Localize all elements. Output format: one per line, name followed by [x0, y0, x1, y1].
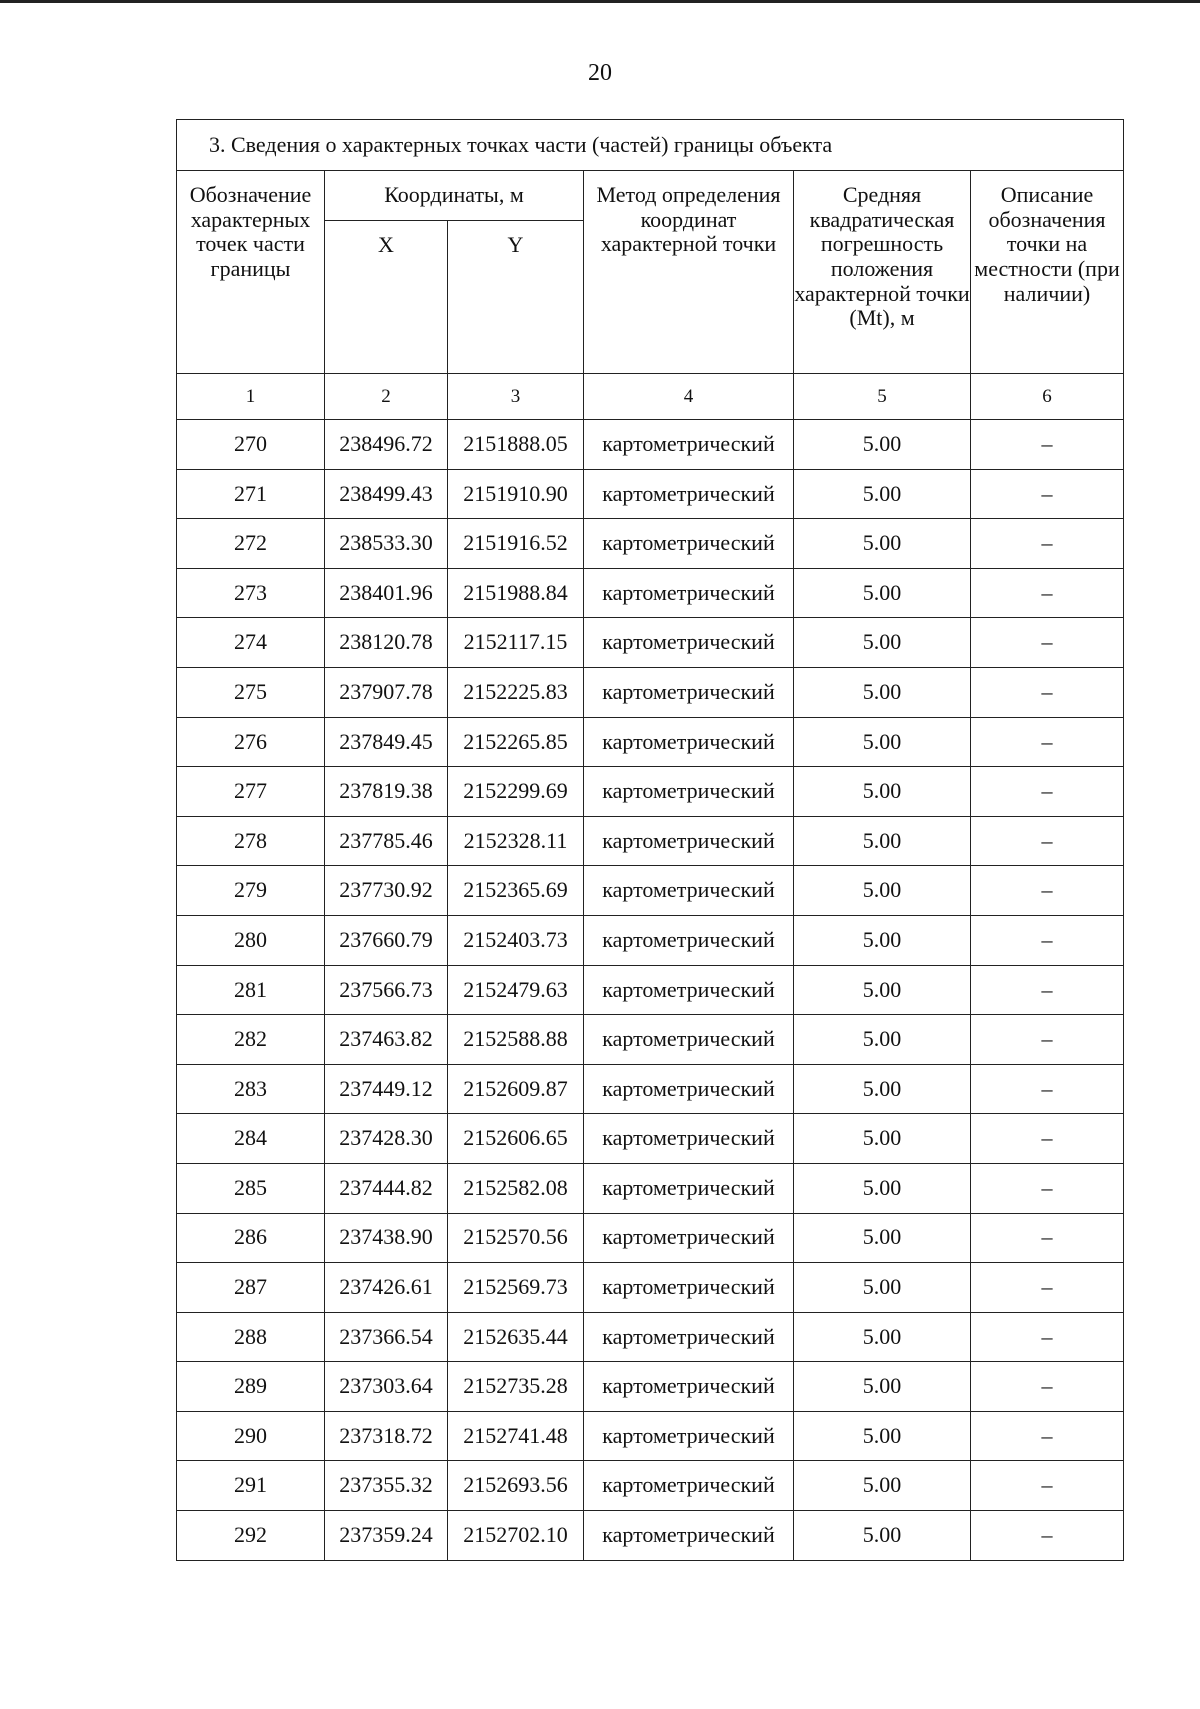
point-id-cell: 286 — [177, 1213, 325, 1263]
point-id-cell: 281 — [177, 965, 325, 1015]
point-id-cell: 280 — [177, 915, 325, 965]
y-coordinate-cell: 2152693.56 — [448, 1461, 584, 1511]
point-id-cell: 283 — [177, 1064, 325, 1114]
table-row — [177, 1114, 1124, 1164]
x-coordinate-cell: 238120.78 — [325, 618, 448, 668]
header-error: Средняя квадратическая погрешность положения характерной точки (Mt), м — [794, 171, 971, 374]
header-description: Описание обозначения точки на местности (при наличии) — [971, 171, 1124, 374]
y-coordinate-cell: 2152117.15 — [448, 618, 584, 668]
section-title-row — [177, 120, 1124, 171]
x-coordinate-cell: 237426.61 — [325, 1263, 448, 1313]
y-coordinate-cell: 2151910.90 — [448, 469, 584, 519]
point-id-cell: 288 — [177, 1312, 325, 1362]
y-coordinate-cell: 2152741.48 — [448, 1411, 584, 1461]
description-cell: – — [971, 816, 1124, 866]
method-cell: картометрический — [584, 1163, 794, 1213]
point-id-cell: 287 — [177, 1263, 325, 1313]
description-cell: – — [971, 965, 1124, 1015]
x-coordinate-cell: 237463.82 — [325, 1015, 448, 1065]
header-row — [177, 171, 1124, 221]
method-cell: картометрический — [584, 965, 794, 1015]
table-row — [177, 618, 1124, 668]
x-coordinate-cell: 237660.79 — [325, 915, 448, 965]
table-row — [177, 1461, 1124, 1511]
column-number: 4 — [584, 374, 794, 420]
table-row — [177, 1213, 1124, 1263]
point-id-cell: 290 — [177, 1411, 325, 1461]
point-id-cell: 284 — [177, 1114, 325, 1164]
top-scan-edge — [0, 0, 1200, 3]
error-cell: 5.00 — [794, 1163, 971, 1213]
column-number: 1 — [177, 374, 325, 420]
table-row — [177, 519, 1124, 569]
x-coordinate-cell: 237907.78 — [325, 667, 448, 717]
error-cell: 5.00 — [794, 1263, 971, 1313]
method-cell: картометрический — [584, 767, 794, 817]
method-cell: картометрический — [584, 618, 794, 668]
table-row — [177, 1263, 1124, 1313]
x-coordinate-cell: 237785.46 — [325, 816, 448, 866]
y-coordinate-cell: 2151916.52 — [448, 519, 584, 569]
error-cell: 5.00 — [794, 1461, 971, 1511]
table-row — [177, 1163, 1124, 1213]
table-row — [177, 1064, 1124, 1114]
description-cell: – — [971, 1064, 1124, 1114]
column-number: 3 — [448, 374, 584, 420]
x-coordinate-cell: 238496.72 — [325, 420, 448, 470]
y-coordinate-cell: 2152328.11 — [448, 816, 584, 866]
column-number: 6 — [971, 374, 1124, 420]
table-row — [177, 469, 1124, 519]
description-cell: – — [971, 1015, 1124, 1065]
x-coordinate-cell: 237730.92 — [325, 866, 448, 916]
x-coordinate-cell: 237428.30 — [325, 1114, 448, 1164]
description-cell: – — [971, 420, 1124, 470]
point-id-cell: 276 — [177, 717, 325, 767]
description-cell: – — [971, 1263, 1124, 1313]
point-id-cell: 282 — [177, 1015, 325, 1065]
table-row — [177, 667, 1124, 717]
table-row — [177, 420, 1124, 470]
error-cell: 5.00 — [794, 618, 971, 668]
method-cell: картометрический — [584, 915, 794, 965]
table-row — [177, 1015, 1124, 1065]
y-coordinate-cell: 2152225.83 — [448, 667, 584, 717]
point-id-cell: 291 — [177, 1461, 325, 1511]
error-cell: 5.00 — [794, 1312, 971, 1362]
column-number-row — [177, 374, 1124, 420]
x-coordinate-cell: 238499.43 — [325, 469, 448, 519]
description-cell: – — [971, 1312, 1124, 1362]
table-row — [177, 1362, 1124, 1412]
point-id-cell: 272 — [177, 519, 325, 569]
point-id-cell: 279 — [177, 866, 325, 916]
x-coordinate-cell: 237566.73 — [325, 965, 448, 1015]
table-row — [177, 568, 1124, 618]
method-cell: картометрический — [584, 717, 794, 767]
error-cell: 5.00 — [794, 767, 971, 817]
description-cell: – — [971, 866, 1124, 916]
y-coordinate-cell: 2152609.87 — [448, 1064, 584, 1114]
error-cell: 5.00 — [794, 1511, 971, 1561]
y-coordinate-cell: 2152635.44 — [448, 1312, 584, 1362]
error-cell: 5.00 — [794, 519, 971, 569]
error-cell: 5.00 — [794, 717, 971, 767]
error-cell: 5.00 — [794, 1213, 971, 1263]
table-row — [177, 1511, 1124, 1561]
error-cell: 5.00 — [794, 469, 971, 519]
point-id-cell: 274 — [177, 618, 325, 668]
method-cell: картометрический — [584, 1213, 794, 1263]
y-coordinate-cell: 2152403.73 — [448, 915, 584, 965]
y-coordinate-cell: 2152606.65 — [448, 1114, 584, 1164]
method-cell: картометрический — [584, 667, 794, 717]
description-cell: – — [971, 568, 1124, 618]
method-cell: картометрический — [584, 1064, 794, 1114]
column-number: 5 — [794, 374, 971, 420]
description-cell: – — [971, 519, 1124, 569]
point-id-cell: 292 — [177, 1511, 325, 1561]
error-cell: 5.00 — [794, 965, 971, 1015]
method-cell: картометрический — [584, 568, 794, 618]
description-cell: – — [971, 717, 1124, 767]
y-coordinate-cell: 2152570.56 — [448, 1213, 584, 1263]
error-cell: 5.00 — [794, 915, 971, 965]
point-id-cell: 278 — [177, 816, 325, 866]
section-title: 3. Сведения о характерных точках части (частей) границы объекта — [177, 120, 1124, 171]
table-row — [177, 866, 1124, 916]
error-cell: 5.00 — [794, 816, 971, 866]
header-y: Y — [448, 221, 584, 374]
header-coordinates: Координаты, м — [325, 171, 584, 221]
table-row — [177, 717, 1124, 767]
y-coordinate-cell: 2152735.28 — [448, 1362, 584, 1412]
method-cell: картометрический — [584, 1114, 794, 1164]
x-coordinate-cell: 237355.32 — [325, 1461, 448, 1511]
description-cell: – — [971, 767, 1124, 817]
table-row — [177, 1411, 1124, 1461]
x-coordinate-cell: 238401.96 — [325, 568, 448, 618]
table-row — [177, 816, 1124, 866]
header-designation: Обозначение характерных точек части границы — [177, 171, 325, 374]
y-coordinate-cell: 2151888.05 — [448, 420, 584, 470]
x-coordinate-cell: 237303.64 — [325, 1362, 448, 1412]
method-cell: картометрический — [584, 1263, 794, 1313]
header-method: Метод определения координат характерной точки — [584, 171, 794, 374]
method-cell: картометрический — [584, 1015, 794, 1065]
y-coordinate-cell: 2152582.08 — [448, 1163, 584, 1213]
point-id-cell: 270 — [177, 420, 325, 470]
description-cell: – — [971, 1213, 1124, 1263]
column-number: 2 — [325, 374, 448, 420]
description-cell: – — [971, 1114, 1124, 1164]
method-cell: картометрический — [584, 420, 794, 470]
description-cell: – — [971, 1461, 1124, 1511]
x-coordinate-cell: 237449.12 — [325, 1064, 448, 1114]
y-coordinate-cell: 2152299.69 — [448, 767, 584, 817]
description-cell: – — [971, 667, 1124, 717]
method-cell: картометрический — [584, 469, 794, 519]
table-row — [177, 767, 1124, 817]
table-row — [177, 965, 1124, 1015]
method-cell: картометрический — [584, 866, 794, 916]
x-coordinate-cell: 237819.38 — [325, 767, 448, 817]
error-cell: 5.00 — [794, 1015, 971, 1065]
x-coordinate-cell: 237438.90 — [325, 1213, 448, 1263]
x-coordinate-cell: 237444.82 — [325, 1163, 448, 1213]
description-cell: – — [971, 1411, 1124, 1461]
description-cell: – — [971, 1511, 1124, 1561]
point-id-cell: 277 — [177, 767, 325, 817]
point-id-cell: 271 — [177, 469, 325, 519]
x-coordinate-cell: 238533.30 — [325, 519, 448, 569]
method-cell: картометрический — [584, 1362, 794, 1412]
description-cell: – — [971, 469, 1124, 519]
error-cell: 5.00 — [794, 420, 971, 470]
method-cell: картометрический — [584, 816, 794, 866]
point-id-cell: 289 — [177, 1362, 325, 1412]
y-coordinate-cell: 2152569.73 — [448, 1263, 584, 1313]
x-coordinate-cell: 237849.45 — [325, 717, 448, 767]
x-coordinate-cell: 237366.54 — [325, 1312, 448, 1362]
error-cell: 5.00 — [794, 1064, 971, 1114]
boundary-points-table — [176, 119, 1124, 1561]
y-coordinate-cell: 2152479.63 — [448, 965, 584, 1015]
error-cell: 5.00 — [794, 866, 971, 916]
description-cell: – — [971, 1163, 1124, 1213]
page-number: 20 — [588, 60, 612, 86]
x-coordinate-cell: 237318.72 — [325, 1411, 448, 1461]
y-coordinate-cell: 2152265.85 — [448, 717, 584, 767]
method-cell: картометрический — [584, 1461, 794, 1511]
method-cell: картометрический — [584, 1511, 794, 1561]
header-x: X — [325, 221, 448, 374]
method-cell: картометрический — [584, 519, 794, 569]
error-cell: 5.00 — [794, 1114, 971, 1164]
error-cell: 5.00 — [794, 568, 971, 618]
y-coordinate-cell: 2152702.10 — [448, 1511, 584, 1561]
description-cell: – — [971, 618, 1124, 668]
table-row — [177, 1312, 1124, 1362]
error-cell: 5.00 — [794, 1362, 971, 1412]
error-cell: 5.00 — [794, 667, 971, 717]
point-id-cell: 275 — [177, 667, 325, 717]
x-coordinate-cell: 237359.24 — [325, 1511, 448, 1561]
description-cell: – — [971, 915, 1124, 965]
y-coordinate-cell: 2152588.88 — [448, 1015, 584, 1065]
table-row — [177, 915, 1124, 965]
y-coordinate-cell: 2152365.69 — [448, 866, 584, 916]
method-cell: картометрический — [584, 1312, 794, 1362]
description-cell: – — [971, 1362, 1124, 1412]
point-id-cell: 273 — [177, 568, 325, 618]
y-coordinate-cell: 2151988.84 — [448, 568, 584, 618]
error-cell: 5.00 — [794, 1411, 971, 1461]
point-id-cell: 285 — [177, 1163, 325, 1213]
method-cell: картометрический — [584, 1411, 794, 1461]
